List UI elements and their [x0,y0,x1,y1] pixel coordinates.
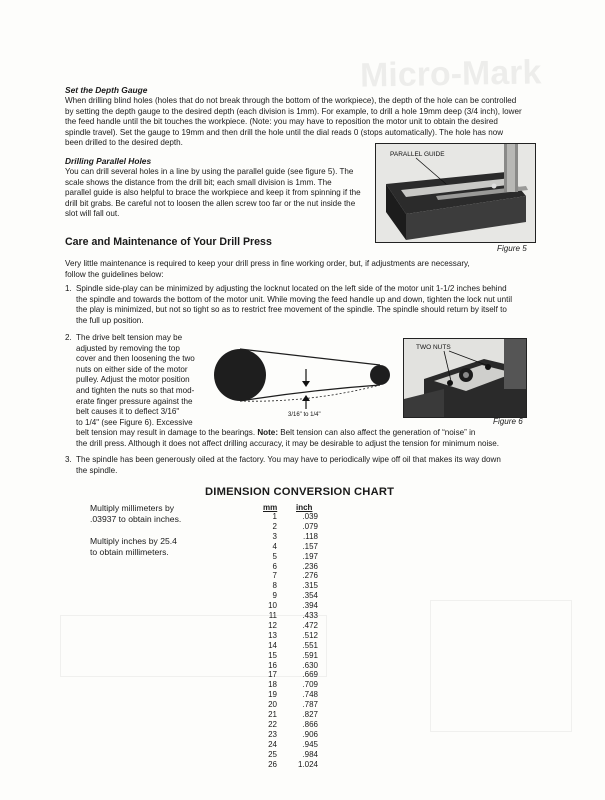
item2-continuation [76,428,536,449]
item1-line: the spindle and towards the bottom of the motor unit. While moving the feed handle up and down, tighten the lock nut until [76,294,512,304]
table-cell-inch: .079 [302,521,318,531]
table-cell-inch: 1.024 [297,759,318,769]
item2-line: and tighten the nuts so that mod- [76,385,195,395]
item2-line: adjusted by removing the top [76,343,180,353]
item2-cont-text: Belt tension can also affect the generation of “noise” in [278,428,476,437]
motor-nuts-illustration [404,339,526,417]
table-cell-inch: .945 [302,739,318,749]
table-cell-mm: 1 [272,512,277,521]
list-item-text [76,455,535,476]
column-header-mm: mm [263,503,278,512]
list-item-number: 1. [65,284,72,293]
table-cell-mm: 25 [268,749,277,759]
parallel-line: slot will fall out. [65,209,120,219]
table-cell-mm: 3 [272,531,277,541]
parallel-guide-label: PARALLEL GUIDE [390,151,445,158]
note-line: to obtain millimeters. [90,547,169,558]
list-item-text [76,284,535,326]
figure-5-caption: Figure 5 [497,244,527,253]
belt-deflection-diagram [210,345,400,420]
conversion-chart-title: DIMENSION CONVERSION CHART [205,486,395,498]
table-cell-mm: 17 [268,670,277,680]
show-through-box [60,615,327,677]
item2-line: nuts on either side of the motor [76,364,188,374]
table-cell-inch: .236 [302,561,318,571]
depth-gauge-title: Set the Depth Gauge [65,85,148,95]
item1-line: the play is minimized, but not so tight so as to restrict free movement of the spindle. The spindle should return by itself to [76,305,507,315]
table-cell-mm: 24 [268,739,277,749]
table-cell-mm: 10 [268,601,277,611]
table-cell-inch: .866 [302,719,318,729]
depth-line: by setting the depth gauge to the desired depth (each division is 1mm). For example, to drill a hole 19mm deep (3/4 inch), lower [65,106,522,116]
table-cell-mm: 12 [268,620,277,630]
show-through-text: Micro-Mark [359,53,542,95]
figure-6-caption: Figure 6 [493,417,523,426]
item2-line: to 1/4" (see Figure 6). Excessive [76,417,193,427]
table-cell-inch: .669 [302,670,318,680]
list-item-number: 3. [65,455,72,464]
table-cell-inch: .433 [302,611,318,620]
table-cell-inch: .512 [302,630,318,640]
table-cell-mm: 14 [268,640,277,650]
list-item-2 [65,333,215,433]
item2-line: belt causes it to deflect 3/16" [76,407,180,417]
inch-to-mm-note [90,536,177,559]
list-item-3 [65,455,535,479]
item2-line: cover and then loosening the two [76,354,195,364]
table-cell-mm: 9 [272,591,277,601]
table-cell-inch: .827 [302,710,318,719]
table-cell-mm: 15 [268,650,277,660]
table-cell-mm: 22 [268,719,277,729]
note-line: .03937 to obtain inches. [90,514,182,525]
parallel-guide-illustration [376,144,535,242]
table-cell-inch: .906 [302,729,318,739]
two-nuts-label: TWO NUTS [416,344,451,351]
parallel-line: parallel guide is also helpful to brace the workpiece and keep it from spinning if the [65,188,361,198]
table-cell-inch: .472 [302,620,318,630]
item2-line: pulley. Adjust the motor position [76,375,190,385]
table-cell-inch: .591 [302,650,318,660]
item3-line: The spindle has been generously oiled at the factory. You may have to periodically wipe off oil that makes its way down [76,455,501,464]
table-cell-mm: 18 [268,680,277,690]
care-intro-line: follow the guidelines below: [65,269,164,279]
table-cell-mm: 16 [268,660,277,670]
item1-line: the full up position. [76,315,144,325]
table-cell-inch: .630 [302,660,318,670]
parallel-holes-title: Drilling Parallel Holes [65,156,152,166]
item2-cont-line: the drill press. Although it does not affect drilling accuracy, it may be desirable to adjust the tension for minimum noise. [76,438,500,448]
deflection-label: 3/16" to 1/4" [288,412,321,418]
table-cell-mm: 2 [272,521,277,531]
care-maintenance-heading: Care and Maintenance of Your Drill Press [65,236,272,248]
care-intro [65,259,530,280]
depth-line: spindle travel). Set the gauge to 19mm and then drill the hole until the dial reads 0 (stops automatically). The hole has now [65,127,504,137]
list-item-number: 2. [65,333,72,342]
table-cell-mm: 19 [268,690,277,700]
item3-line: the spindle. [76,465,118,475]
parallel-line: You can drill several holes in a line by using the parallel guide (see figure 5). The [65,167,354,176]
table-cell-mm: 26 [268,759,277,769]
note-line: Multiply millimeters by [90,503,175,513]
column-header-inch: inch [296,503,313,512]
table-cell-mm: 23 [268,729,277,739]
parallel-holes-paragraph [65,167,365,220]
table-cell-mm: 20 [268,700,277,710]
table-cell-inch: .709 [302,680,318,690]
table-cell-mm: 7 [272,571,277,581]
table-cell-inch: .394 [302,601,318,611]
care-intro-line: Very little maintenance is required to keep your drill press in fine working order, but, if adjustments are necessary, [65,259,470,268]
mm-to-inch-note [90,503,181,526]
table-cell-inch: .276 [302,571,318,581]
table-cell-mm: 5 [272,551,277,561]
item1-line: Spindle side-play can be minimized by adjusting the locknut located on the left side of the motor unit 1-1/2 inches behind [76,284,507,293]
table-cell-inch: .197 [302,551,318,561]
item2-cont-text: belt tension may result in damage to the bearings. [76,428,258,437]
table-cell-inch: .118 [303,531,318,541]
table-cell-mm: 4 [272,541,277,551]
table-cell-inch: .748 [302,690,318,700]
table-cell-mm: 21 [268,710,277,719]
figure-5-photo [375,143,536,243]
item2-cont-line [76,428,536,439]
figure-6-photo [403,338,527,418]
item2-line: The drive belt tension may be [76,333,183,342]
table-cell-mm: 13 [268,630,277,640]
list-item-text [76,333,216,428]
depth-gauge-paragraph [65,96,530,149]
table-cell-mm: 8 [272,581,277,591]
table-cell-inch: .039 [302,512,318,521]
table-cell-mm: 6 [272,561,277,571]
depth-line: When drilling blind holes (holes that do not break through the bottom of the workpiece), the depth of the hole can be controlled [65,96,517,105]
parallel-line: drill bit grabs. Be careful not to loosen the allen screw too far or the nut inside the [65,198,356,208]
depth-line: the feed handle until the bit touches the workpiece. (Note: you may have to reposition the motor unit to obtain the desired [65,117,498,127]
table-cell-inch: .315 [302,581,318,591]
item2-line: erate finger pressure against the [76,396,193,406]
table-cell-mm: 11 [268,611,277,620]
depth-line: been drilled to the desired depth. [65,138,183,148]
show-through-box [430,600,572,732]
note-label: Note: [257,428,279,437]
table-cell-inch: .551 [302,640,318,650]
table-cell-inch: .157 [302,541,318,551]
table-cell-inch: .354 [302,591,318,601]
note-line: Multiply inches by 25.4 [90,536,177,546]
table-cell-inch: .984 [302,749,318,759]
list-item-1 [65,284,535,330]
table-cell-inch: .787 [302,700,318,710]
parallel-line: scale shows the distance from the drill bit; each small division is 1mm. The [65,177,332,187]
